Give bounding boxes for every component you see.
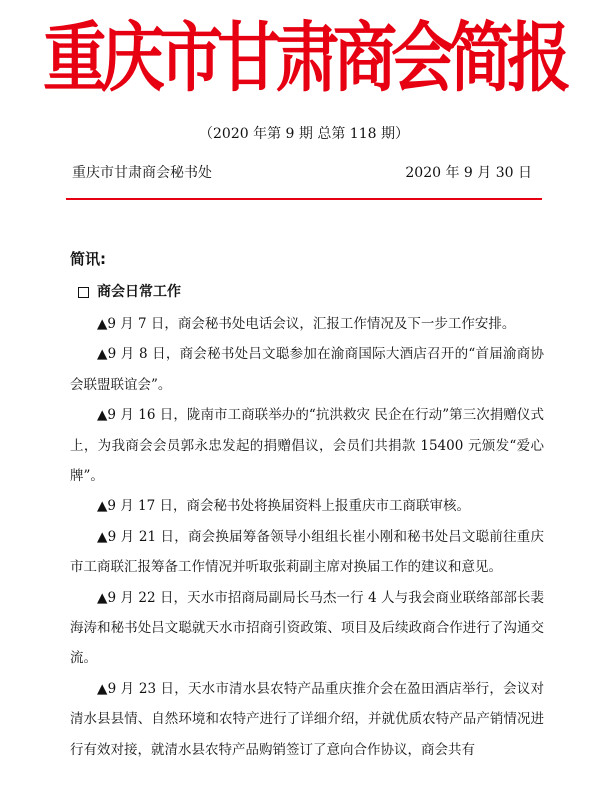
news-item: ▲9 月 22 日，天水市招商局副局长马杰一行 4 人与我会商业联络部部长裴海涛和秘书处吕文聪就天水市招商引资政策、项目及后续政商合作进行了沟通交流。 [70, 589, 544, 667]
news-body [70, 309, 544, 765]
newsletter-title: 重庆市甘肃商会简报 [43, 14, 565, 103]
news-item: ▲9 月 7 日，商会秘书处电话会议，汇报工作情况及下一步工作安排。 [97, 316, 516, 332]
publish-date: 2020 年 9 月 30 日 [405, 165, 532, 181]
subsection-heading [78, 282, 181, 302]
section-heading: 简讯: [70, 250, 106, 268]
news-item: ▲9 月 23 日，天水市清水县农特产品重庆推介会在盈田酒店举行，会议对清水县县情、自然环境和农特产进行了详细介绍，并就优质农特产品产销情况进行有效对接，就清水县农特产品购销签订了意向合作协议，商会共有 [70, 680, 544, 758]
news-item: ▲9 月 21 日，商会换届筹备领导小组组长崔小刚和秘书处吕文聪前往重庆市工商联汇报筹备工作情况并听取张莉副主席对换届工作的建议和意见。 [70, 528, 544, 576]
checkbox-icon [78, 287, 89, 298]
news-item: ▲9 月 17 日，商会秘书处将换届资料上报重庆市工商联审核。 [97, 498, 471, 515]
news-item: ▲9 月 8 日，商会秘书处吕文聪参加在渝商国际大酒店召开的“首届渝商协会联盟联谊会”。 [70, 346, 544, 393]
news-item: ▲9 月 16 日，陇南市工商联举办的“抗洪救灾 民企在行动”第三次捐赠仪式上，为我商会会员郭永忠发起的捐赠倡议，会员们共捐款 15400 元颁发“爱心牌”。 [70, 407, 544, 485]
subsection-heading-label: 商会日常工作 [97, 284, 181, 300]
header-divider [66, 198, 542, 200]
publisher-name: 重庆市甘肃商会秘书处 [72, 165, 212, 181]
issue-number: （2020 年第 9 期 总第 118 期） [199, 126, 409, 142]
